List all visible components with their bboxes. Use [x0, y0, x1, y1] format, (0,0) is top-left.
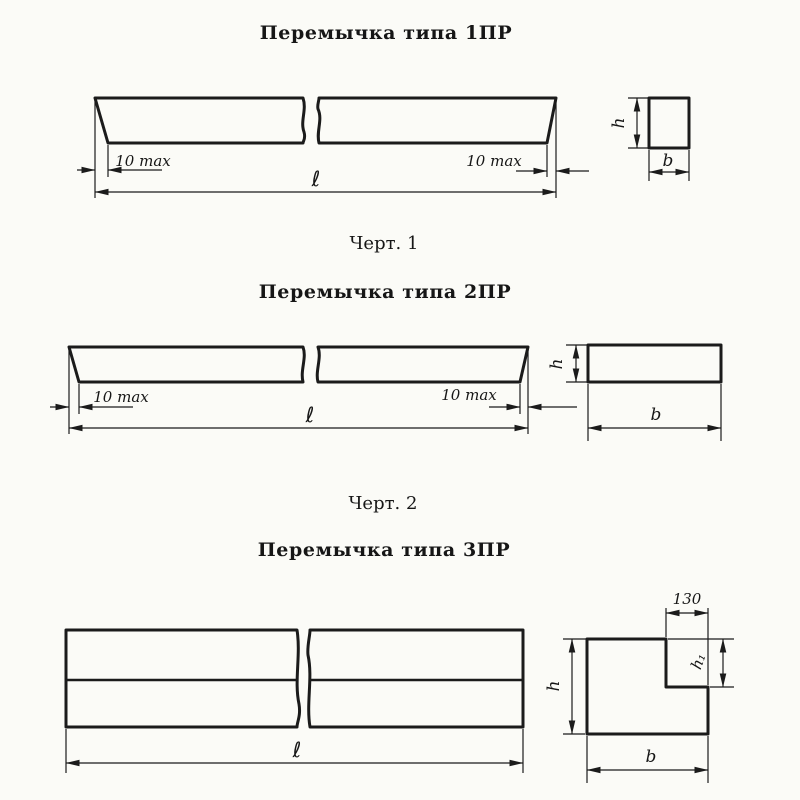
figure-1pr-title: Перемычка типа 1ПР [259, 22, 513, 44]
figure-1pr-caption: Черт. 1 [349, 233, 419, 254]
beam-1pr-right-segment [318, 98, 556, 143]
beam-3pr-left-segment [66, 630, 300, 727]
figure-2pr-caption: Черт. 2 [348, 493, 418, 514]
beam-3pr-side-view [66, 630, 523, 727]
dim-label-h-3pr: h [544, 680, 564, 692]
beam-2pr-left-segment [69, 347, 304, 382]
dim-label-length-3pr: ℓ [292, 738, 302, 762]
dim-label-10max-left-2pr: 10 max [93, 388, 149, 406]
figure-1pr [77, 22, 689, 254]
dim-label-length-2pr: ℓ [305, 403, 315, 427]
figure-2pr [50, 281, 721, 514]
beam-2pr-side-view [69, 347, 528, 382]
dim-label-h1-3pr: h₁ [687, 650, 710, 672]
dim-label-length-1pr: ℓ [311, 167, 321, 191]
dim-label-10max-right-2pr: 10 max [441, 386, 497, 404]
section-3pr-outline [587, 639, 708, 734]
dim-label-h-1pr: h [609, 117, 629, 129]
dim-label-b-1pr: b [662, 151, 674, 171]
figure-3pr [66, 539, 734, 783]
beam-1pr-dimensions [77, 100, 589, 198]
dim-label-b-3pr: b [645, 747, 657, 767]
dim-label-b-2pr: b [650, 405, 662, 425]
section-1pr [609, 98, 689, 181]
dim-label-130-3pr: 130 [672, 590, 702, 608]
section-3pr [544, 590, 734, 783]
beam-1pr-side-view [95, 98, 556, 143]
figure-2pr-title: Перемычка типа 2ПР [258, 281, 512, 303]
beam-3pr-right-segment [308, 630, 523, 727]
section-2pr [547, 345, 721, 441]
dim-label-10max-right-1pr: 10 max [466, 152, 522, 170]
section-2pr-outline [588, 345, 721, 382]
beam-1pr-left-segment [95, 98, 305, 143]
beam-2pr-dimensions [50, 349, 577, 434]
dim-label-h-2pr: h [547, 358, 567, 370]
beam-3pr-dimensions [66, 729, 523, 773]
beam-2pr-right-segment [317, 347, 528, 382]
section-1pr-outline [649, 98, 689, 148]
figure-3pr-title: Перемычка типа 3ПР [257, 539, 511, 561]
dim-label-10max-left-1pr: 10 max [115, 152, 171, 170]
